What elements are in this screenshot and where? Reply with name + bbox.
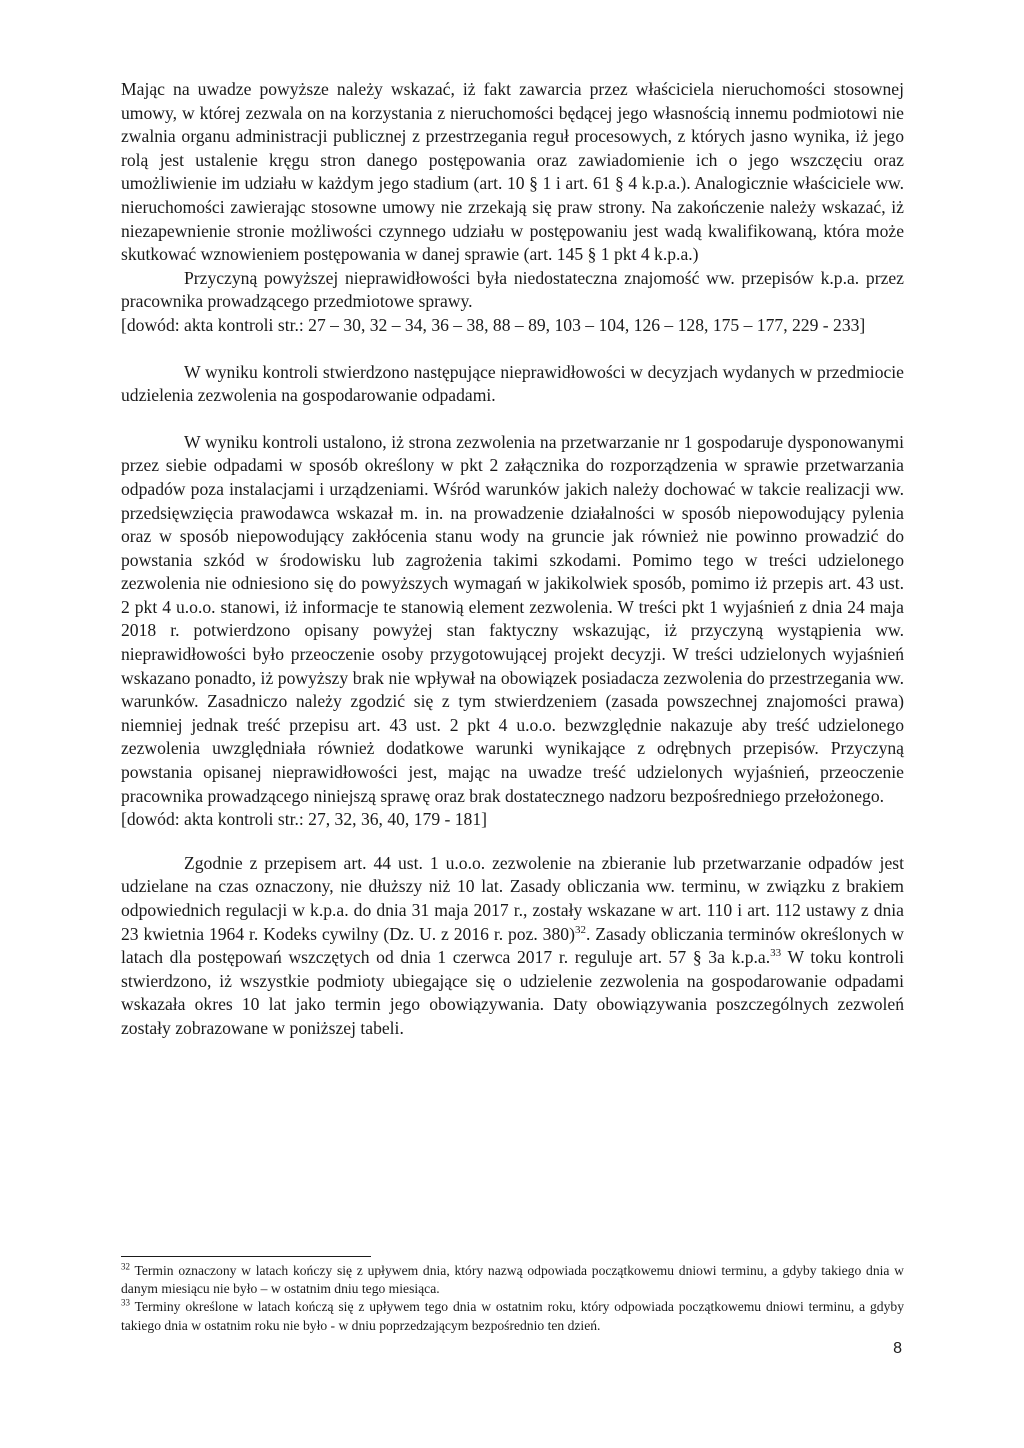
paragraph-permit-validity-terms [121,852,904,1041]
footnote-number: 32 [121,1261,130,1272]
footnote-separator [121,1256,371,1257]
footnote-reference-32[interactable]: 32 [574,923,586,936]
footnote-33 [121,1298,904,1334]
footnotes [121,1262,904,1335]
paragraph-cause-1: Przyczyną powyższej nieprawidłowości była niedostateczna znajomość ww. przepisów k.p.a. przez pracownika prowadzącego przedmiotowe sprawy. [121,267,904,312]
footnote-number: 33 [121,1297,130,1308]
footnote-32 [121,1262,904,1298]
page-number: 8 [893,1340,902,1357]
body-text [121,78,904,1041]
evidence-reference-1: [dowód: akta kontroli str.: 27 – 30, 32 – 34, 36 – 38, 88 – 89, 103 – 104, 126 – 128, 175 – 177, 229 - 233] [121,314,866,335]
paragraph-parties-notification: Mając na uwadze powyższe należy wskazać, iż fakt zawarcia przez właściciela nieruchomości stosownej umowy, w której zezwala on na korzystania z nieruchomości będącej jego własnością innemu podmiotowi nie zwalnia organu administracji publicznej z przestrzegania reguł procesowych, z których jasno wynika, iż jego rolą jest ustalenie kręgu stron danego postępowania oraz zawiadomienie ich o jego wszczęciu oraz umożliwienie im udziału w każdym jego stadium (art. 10 § 1 i art. 61 § 4 k.p.a.). Analogicznie właściciele ww. nieruchomości zawierając stosowne umowy nie zrzekają się praw strony. Na zakończenie należy wskazać, iż niezapewnienie stronie możliwości czynnego udziału w postępowaniu jest wadą kwalifikowaną, która może skutkować wznowieniem postępowania w danej sprawie (art. 145 § 1 pkt 4 k.p.a.) [121,79,904,265]
paragraph-text-part: W toku kontroli stwierdzono, iż wszystkie podmioty ubiegające się o udzielenie zezwolenia na gospodarowanie odpadami wskazała okres 10 lat jako termin jego obowiązywania. Daty obowiązywania poszczególnych zezwoleń zostały zobrazowane w poniższej tabeli. [121,947,904,1038]
footnote-text: Termin oznaczony w latach kończy się z upływem dnia, który nazwą odpowiada początkowemu dniowi terminu, a gdyby takiego dnia w danym miesiącu nie było – w ostatnim dniu tego miesiąca. [121,1263,904,1297]
paragraph-text-part: Zgodnie z przepisem art. 44 ust. 1 u.o.o. zezwolenie na zbieranie lub przetwarzanie odpadów jest udzielane na czas oznaczony, nie dłuższy niż 10 lat. Zasady obliczania ww. terminu, w związku z brakiem odpowiednich regulacji w k.p.a. do dnia 31 maja 2017 r., zostały wskazane w art. 110 i art. 112 ustawy z dnia 23 kwietnia 1964 r. Kodeks cywilny (Dz. U. z 2016 r. poz. 380) [121,852,904,944]
footnote-reference-33[interactable]: 33 [770,947,782,960]
paragraph-permit-processing-findings: W wyniku kontroli ustalono, iż strona zezwolenia na przetwarzanie nr 1 gospodaruje dysponowanymi przez siebie odpadami w sposób określony w pkt 2 załącznika do rozporządzenia w sprawie przetwarzania odpadów poza instalacjami i urządzeniami. Wśród warunków jakich należy dochować w takcie realizacji ww. przedsięwzięcia prawodawca wskazał m. in. na prowadzenie działalności w sposób niepowodujący pylenia oraz w sposób niepowodujący zakłócenia stanu wody na gruncie jak również nie powinno prowadzić do powstania szkód w środowisku lub zagrożenia takimi szkodami. Pomimo tego w treści udzielonego zezwolenia nie odniesiono się do powyższych wymagań w jakikolwiek sposób, pomimo iż przepis art. 43 ust. 2 pkt 4 u.o.o. stanowi, iż informacje te stanowią element zezwolenia. W treści pkt 1 wyjaśnień z dnia 24 maja 2018 r. potwierdzono opisany powyżej stan faktyczny wskazując, iż przyczyną wystąpienia ww. nieprawidłowości było przeoczenie osoby przygotowującej projekt decyzji. W treści udzielonych wyjaśnień wskazano ponadto, iż powyższy brak nie wpływał na obowiązek posiadacza zezwolenia do przestrzegania ww. warunków. Zasadniczo należy zgodzić się z tym stwierdzeniem (zasada powszechnej znajomości prawa) niemniej jednak treść przepisu art. 43 ust. 2 pkt 4 u.o.o. bezwzględnie nakazuje aby treść udzielonego zezwolenia uwzględniała również dodatkowe warunki wynikające z odrębnych przepisów. Przyczyną powstania opisanej nieprawidłowości jest, mając na uwadze treść udzielonych wyjaśnień, przeoczenie pracownika prowadzącego niniejszą sprawę oraz brak dostatecznego nadzoru bezpośredniego przełożonego. [121,431,904,806]
paragraph-permit-irregularities-intro: W wyniku kontroli stwierdzono następujące nieprawidłowości w decyzjach wydanych w przedmiocie udzielenia zezwolenia na gospodarowanie odpadami. [121,361,904,406]
evidence-reference-2: [dowód: akta kontroli str.: 27, 32, 36, 40, 179 - 181] [121,809,488,830]
footnote-text: Terminy określone w latach kończą się z upływem tego dnia w ostatnim roku, który odpowiada początkowemu dniowi terminu, a gdyby takiego dnia w ostatnim roku nie było - w dniu poprzedzającym bezpośrednio ten dzień. [121,1299,904,1333]
paragraph-text-part: . Zasady obliczania terminów określonych w latach dla postępowań wszczętych od dnia 1 czerwca 2017 r. reguluje art. 57 § 3a k.p.a. [121,923,904,968]
